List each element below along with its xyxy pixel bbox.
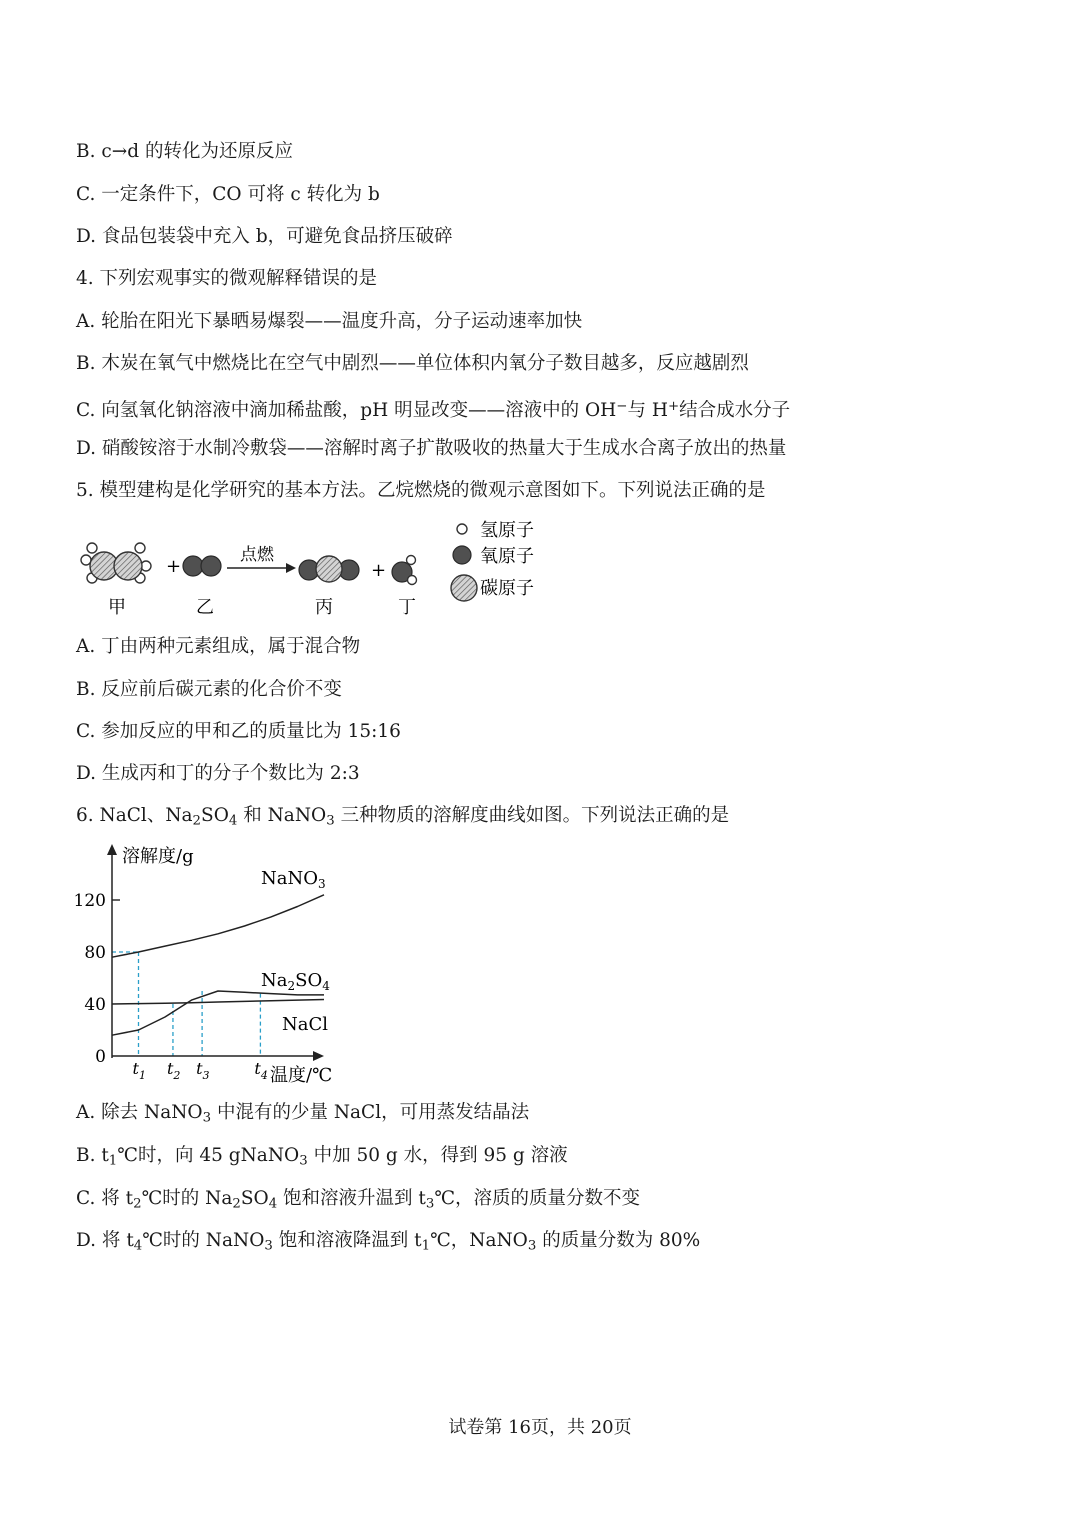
plus-sign-2: + bbox=[371, 560, 387, 581]
q6b-sub1: 1 bbox=[108, 1153, 118, 1169]
q6a-sub: 3 bbox=[202, 1110, 212, 1126]
q4-stem: 4. 下列宏观事实的微观解释错误的是 bbox=[76, 268, 378, 289]
q6b-mid: ℃时，向 45 gNaNO bbox=[117, 1145, 300, 1166]
q6-option-a bbox=[76, 1101, 529, 1130]
q6b-pre: B. t bbox=[76, 1145, 109, 1166]
nano3-label-main: NaNO bbox=[261, 868, 318, 889]
q3-option-d: D. 食品包装袋中充入 b，可避免食品挤压破碎 bbox=[76, 226, 453, 247]
x-tick-t3-sub: 3 bbox=[202, 1069, 210, 1082]
q6-stem bbox=[76, 804, 729, 833]
nano3-label-sub: 3 bbox=[318, 877, 326, 891]
q4c-mid: 与 H bbox=[627, 399, 668, 421]
q6c-mid3: 饱和溶液升温到 t bbox=[277, 1188, 426, 1209]
q5-option-a: A. 丁由两种元素组成，属于混合物 bbox=[76, 636, 361, 657]
q6-stem-sub2: 4 bbox=[228, 813, 238, 829]
q5-stem: 5. 模型建构是化学研究的基本方法。乙烷燃烧的微观示意图如下。下列说法正确的是 bbox=[76, 480, 766, 501]
q4-option-a: A. 轮胎在阳光下暴晒易爆裂——温度升高，分子运动速率加快 bbox=[76, 311, 583, 332]
y-ticks bbox=[74, 891, 120, 1067]
q6-stem-d: 三种物质的溶解度曲线如图。下列说法正确的是 bbox=[334, 805, 730, 826]
q4c-post: 结合成水分子 bbox=[679, 399, 791, 421]
q6d-mid1: ℃时的 NaNO bbox=[142, 1230, 265, 1251]
y-tick-0: 0 bbox=[95, 1047, 106, 1067]
q6d-pre: D. 将 t bbox=[76, 1230, 134, 1251]
legend-hydrogen-icon bbox=[457, 524, 467, 534]
plus-sign-1: + bbox=[166, 556, 182, 577]
nacl-curve bbox=[112, 999, 324, 1004]
q6-stem-sub3: 3 bbox=[326, 813, 335, 829]
q6d-sub1: 4 bbox=[133, 1238, 143, 1254]
q4c-pre: C. 向氢氧化钠溶液中滴加稀盐酸，pH 明显改变——溶液中的 OH bbox=[76, 399, 617, 421]
q6b-sub2: 3 bbox=[299, 1153, 308, 1169]
x-ticks bbox=[133, 1059, 268, 1082]
q4c-sup2: + bbox=[667, 399, 680, 414]
q6-stem-c: 和 NaNO bbox=[237, 805, 327, 826]
label-jia: 甲 bbox=[108, 597, 126, 618]
carbon-dioxide-molecule bbox=[299, 556, 359, 582]
q6c-sub2: 2 bbox=[232, 1196, 241, 1212]
label-bing: 丙 bbox=[315, 597, 333, 618]
q6d-sub3: 1 bbox=[421, 1238, 431, 1254]
na2so4-label-sub1: 2 bbox=[287, 979, 296, 993]
y-tick-40: 40 bbox=[84, 995, 106, 1015]
y-tick-80: 80 bbox=[84, 943, 106, 963]
x-axis-arrow-icon bbox=[313, 1051, 324, 1061]
q6c-post: ℃，溶质的质量分数不变 bbox=[434, 1188, 641, 1209]
q5-option-d: D. 生成丙和丁的分子个数比为 2:3 bbox=[76, 763, 360, 784]
q6-stem-a: 6. NaCl、Na bbox=[76, 805, 193, 826]
y-tick-120: 120 bbox=[73, 891, 106, 911]
q6-stem-sub1: 2 bbox=[192, 813, 202, 829]
ethane-combustion-diagram bbox=[72, 512, 534, 624]
q6d-sub4: 3 bbox=[527, 1238, 537, 1254]
q6-option-c bbox=[76, 1187, 640, 1216]
label-ding: 丁 bbox=[398, 597, 416, 618]
x-tick-t4-sub: 4 bbox=[260, 1069, 268, 1082]
q6d-mid3: ℃，NaNO bbox=[430, 1230, 528, 1251]
x-tick-t3 bbox=[196, 1059, 209, 1082]
x-tick-t4-t: t bbox=[254, 1059, 261, 1078]
q4-option-b: B. 木炭在氧气中燃烧比在空气中剧烈——单位体积内氧分子数目越多，反应越剧烈 bbox=[76, 353, 749, 374]
q6d-post: 的质量分数为 80% bbox=[536, 1230, 701, 1251]
q4c-sup1: − bbox=[616, 399, 628, 414]
q6c-mid2: SO bbox=[240, 1188, 269, 1209]
x-tick-t2 bbox=[167, 1059, 180, 1082]
series-label-na2so4 bbox=[261, 970, 330, 993]
series-label-nano3 bbox=[261, 868, 326, 891]
q3-option-b: B. c→d 的转化为还原反应 bbox=[76, 141, 293, 162]
q6c-sub3: 4 bbox=[268, 1196, 278, 1212]
q6-option-d bbox=[76, 1229, 700, 1258]
ethane-molecule bbox=[81, 543, 151, 583]
x-tick-t2-sub: 2 bbox=[173, 1069, 181, 1082]
na2so4-label-b: SO bbox=[295, 970, 323, 991]
y-axis-arrow-icon bbox=[107, 844, 117, 855]
q6d-sub2: 3 bbox=[264, 1238, 273, 1254]
y-axis-label: 溶解度/g bbox=[122, 846, 194, 867]
water-molecule bbox=[392, 556, 417, 585]
x-tick-t1-sub: 1 bbox=[138, 1069, 146, 1082]
legend-oxygen-label: 氧原子 bbox=[480, 546, 534, 567]
q6-option-b bbox=[76, 1144, 568, 1173]
q6c-sub1: 2 bbox=[133, 1196, 142, 1212]
q4-option-d: D. 硝酸铵溶于水制冷敷袋——溶解时离子扩散吸收的热量大于生成水合离子放出的热量 bbox=[76, 438, 787, 459]
na2so4-label-a: Na bbox=[261, 970, 288, 991]
q6b-post: 中加 50 g 水，得到 95 g 溶液 bbox=[307, 1145, 568, 1166]
q6d-mid2: 饱和溶液降温到 t bbox=[272, 1230, 422, 1251]
x-tick-t2-t: t bbox=[166, 1059, 174, 1078]
q5-option-b: B. 反应前后碳元素的化合价不变 bbox=[76, 679, 342, 700]
solubility-chart bbox=[72, 838, 372, 1086]
nano3-curve bbox=[112, 895, 324, 957]
series-label-nacl: NaCl bbox=[282, 1014, 329, 1035]
legend-carbon-icon bbox=[451, 575, 477, 601]
page-footer: 试卷第 16页，共 20页 bbox=[448, 1417, 632, 1438]
x-axis-label: 温度/℃ bbox=[270, 1065, 333, 1086]
na2so4-label-sub2: 4 bbox=[322, 979, 330, 993]
x-tick-t1-t: t bbox=[132, 1059, 139, 1078]
reaction-condition: 点燃 bbox=[240, 545, 274, 565]
q3-option-c: C. 一定条件下，CO 可将 c 转化为 b bbox=[76, 184, 380, 205]
q6-stem-b: SO bbox=[201, 805, 229, 826]
legend-hydrogen-label: 氢原子 bbox=[480, 520, 534, 541]
x-tick-t3-t: t bbox=[196, 1059, 203, 1078]
q5-option-c: C. 参加反应的甲和乙的质量比为 15:16 bbox=[76, 721, 401, 742]
q4-option-c bbox=[76, 395, 790, 423]
legend-carbon-label: 碳原子 bbox=[480, 578, 534, 599]
q6c-mid1: ℃时的 Na bbox=[141, 1188, 233, 1209]
x-tick-t4 bbox=[254, 1059, 267, 1082]
q6a-post: 中混有的少量 NaCl，可用蒸发结晶法 bbox=[211, 1102, 530, 1123]
oxygen-molecule bbox=[183, 556, 221, 576]
x-tick-t1 bbox=[133, 1059, 146, 1082]
q6c-sub4: 3 bbox=[425, 1196, 435, 1212]
q6c-pre: C. 将 t bbox=[76, 1188, 134, 1209]
legend-oxygen-icon bbox=[453, 546, 471, 564]
label-yi: 乙 bbox=[196, 597, 214, 618]
q6a-pre: A. 除去 NaNO bbox=[76, 1102, 203, 1123]
